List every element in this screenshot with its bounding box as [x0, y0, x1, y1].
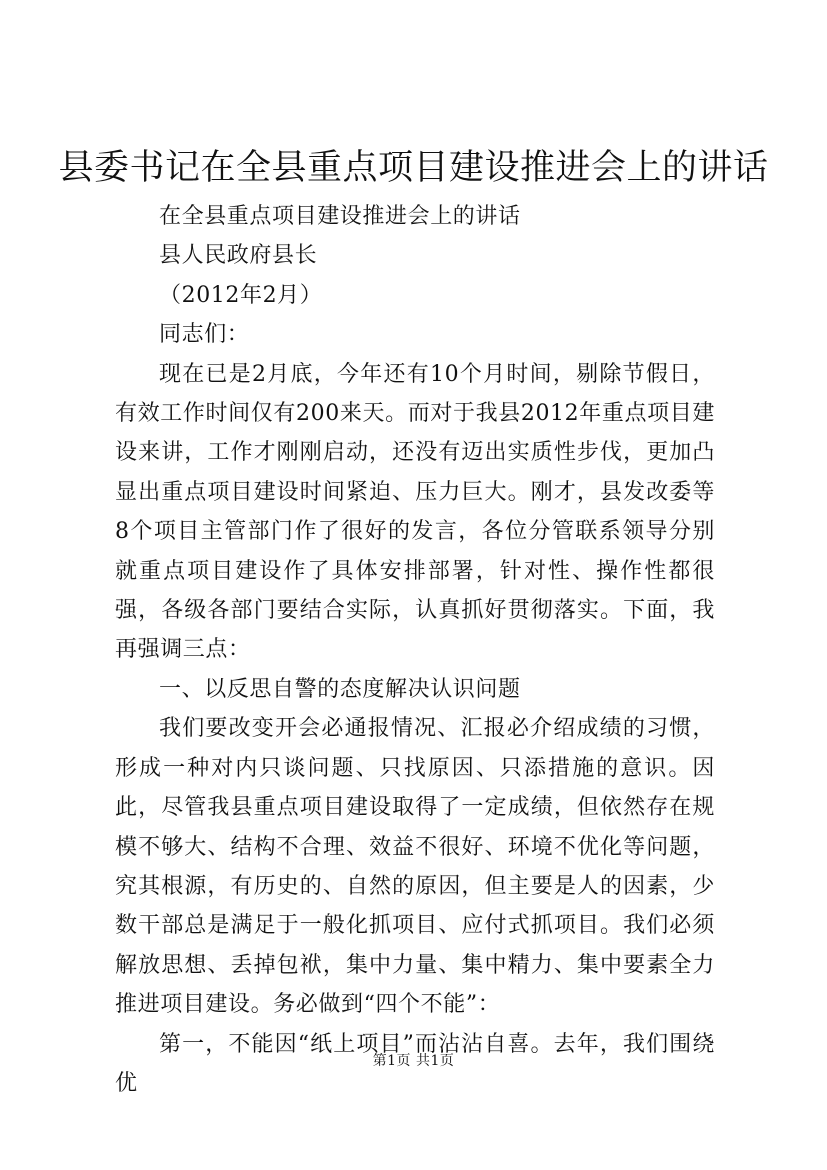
- document-title: 县委书记在全县重点项目建设推进会上的讲话: [58, 148, 769, 188]
- document-body: [115, 197, 715, 1103]
- body-paragraph: 第一，不能因“纸上项目”而沾沾自喜。去年，我们围绕优: [115, 1031, 715, 1096]
- speech-subtitle: 在全县重点项目建设推进会上的讲话: [159, 204, 521, 229]
- body-paragraph: 我们要改变开会必通报情况、汇报必介绍成绩的习惯，形成一种对内只谈问题、只找原因、只添措施的意识。因此，尽管我县重点项目建设取得了一定成绩，但依然存在规模不够大、结构不合理、效益不很好、环境不优化等问题，究其根源，有历史的、自然的原因，但主要是人的因素，少数干部总是满足于一般化抓项目、应付式抓项目。我们必须解放思想、丢掉包袱，集中力量、集中精力、集中要素全力推进项目建设。务必做到“四个不能”：: [115, 716, 715, 1018]
- date-line: （2012年2月）: [159, 282, 323, 308]
- body-paragraph: 现在已是2月底，今年还有10个月时间，剔除节假日，有效工作时间仅有200来天。而对于我县2012年重点项目建设来讲，工作才刚刚启动，还没有迈出实质性步伐，更加凸显出重点项目建设时间紧迫、压力巨大。刚才，县发改委等8个项目主管部门作了很好的发言，各位分管联系领导分别就重点项目建设作了具体安排部署，针对性、操作性都很强，各级各部门要结合实际，认真抓好贯彻落实。下面，我再强调三点：: [115, 361, 715, 663]
- salutation: 同志们：: [159, 322, 250, 348]
- page-footer: 第1页 共1页: [372, 1053, 455, 1069]
- section-heading: 一、以反思自警的态度解决认识问题: [159, 676, 521, 702]
- speaker-line: 县人民政府县长: [159, 243, 318, 269]
